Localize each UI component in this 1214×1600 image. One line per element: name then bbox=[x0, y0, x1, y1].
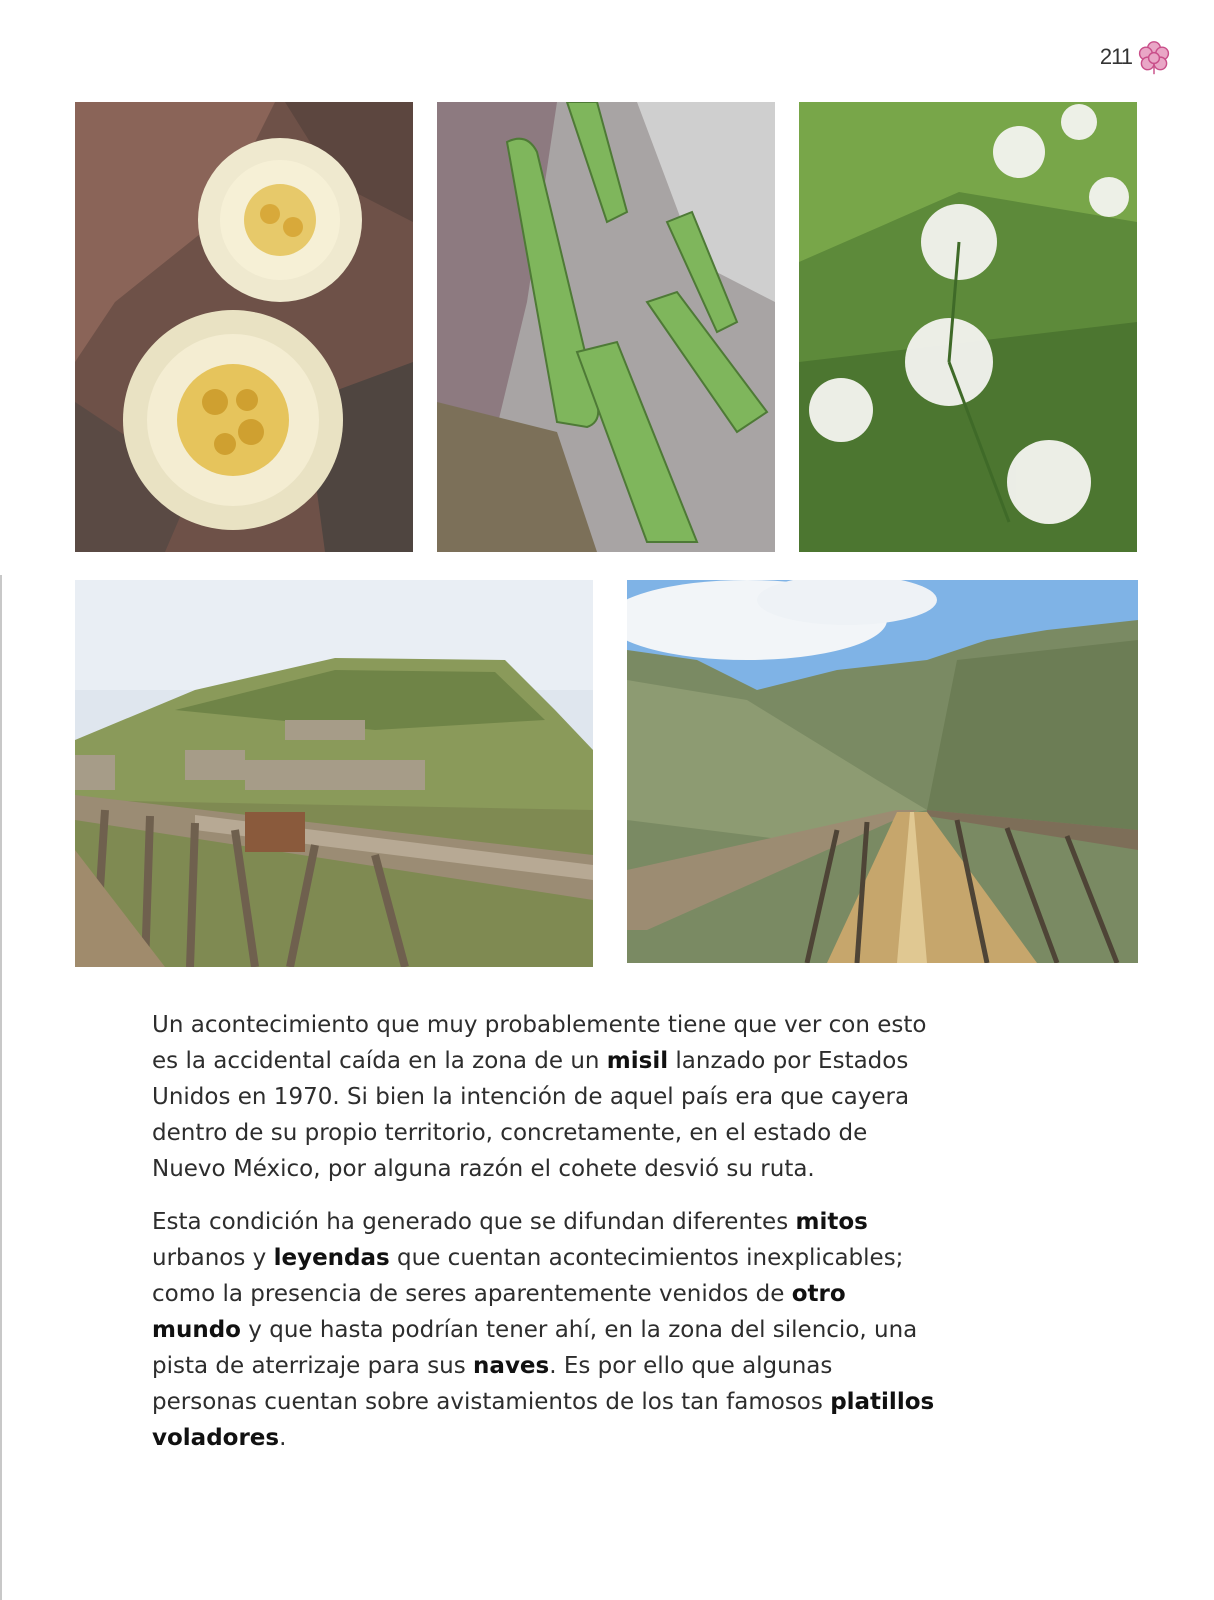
flower-icon bbox=[1136, 40, 1172, 76]
cactus-flowers-photo bbox=[75, 102, 413, 552]
text-run: y que hasta podrían tener ahí, en la zona del silencio, una pista de aterrizaje para sus bbox=[152, 1317, 918, 1379]
paragraph-legends bbox=[152, 1204, 942, 1456]
page-edge bbox=[0, 575, 2, 1600]
keyword-naves: naves bbox=[473, 1353, 550, 1379]
flower-icon bbox=[123, 310, 343, 530]
cholla-cactus-photo bbox=[437, 102, 775, 552]
text-run: urbanos y bbox=[152, 1245, 274, 1271]
flower-icon bbox=[198, 138, 362, 302]
canyon-bridge-photo bbox=[627, 580, 1138, 963]
text-run: que cuentan acontecimientos inexplicables; como la presencia de seres aparentemente venidos de bbox=[152, 1245, 904, 1307]
paragraph-missile bbox=[152, 1007, 942, 1187]
keyword-misil: misil bbox=[606, 1048, 669, 1074]
text-run: lanzado por Estados Unidos en 1970. Si bien la intención de aquel país era que cayera dentro de su propio territorio, concretamente, en el estado de Nuevo México, por alguna razón el cohete desvió su ruta. bbox=[152, 1048, 910, 1182]
text-run: Un acontecimiento que muy probablemente tiene que ver con esto es la accidental caída en la zona de un bbox=[152, 1012, 927, 1074]
keyword-otro-mundo: otro mundo bbox=[152, 1281, 846, 1343]
page-number: 211 bbox=[1099, 44, 1132, 69]
body-text bbox=[152, 1007, 942, 1473]
ruins-bridge-photo bbox=[75, 580, 593, 967]
text-run: . Es por ello que algunas personas cuentan sobre avistamientos de los tan famosos bbox=[152, 1353, 833, 1415]
text-run: Esta condición ha generado que se difundan diferentes bbox=[152, 1209, 796, 1235]
keyword-leyendas: leyendas bbox=[273, 1245, 390, 1271]
keyword-platillos-voladores: platillos voladores bbox=[152, 1389, 935, 1451]
keyword-mitos: mitos bbox=[795, 1209, 868, 1235]
text-run: . bbox=[279, 1425, 287, 1451]
white-wildflowers-photo bbox=[799, 102, 1137, 552]
